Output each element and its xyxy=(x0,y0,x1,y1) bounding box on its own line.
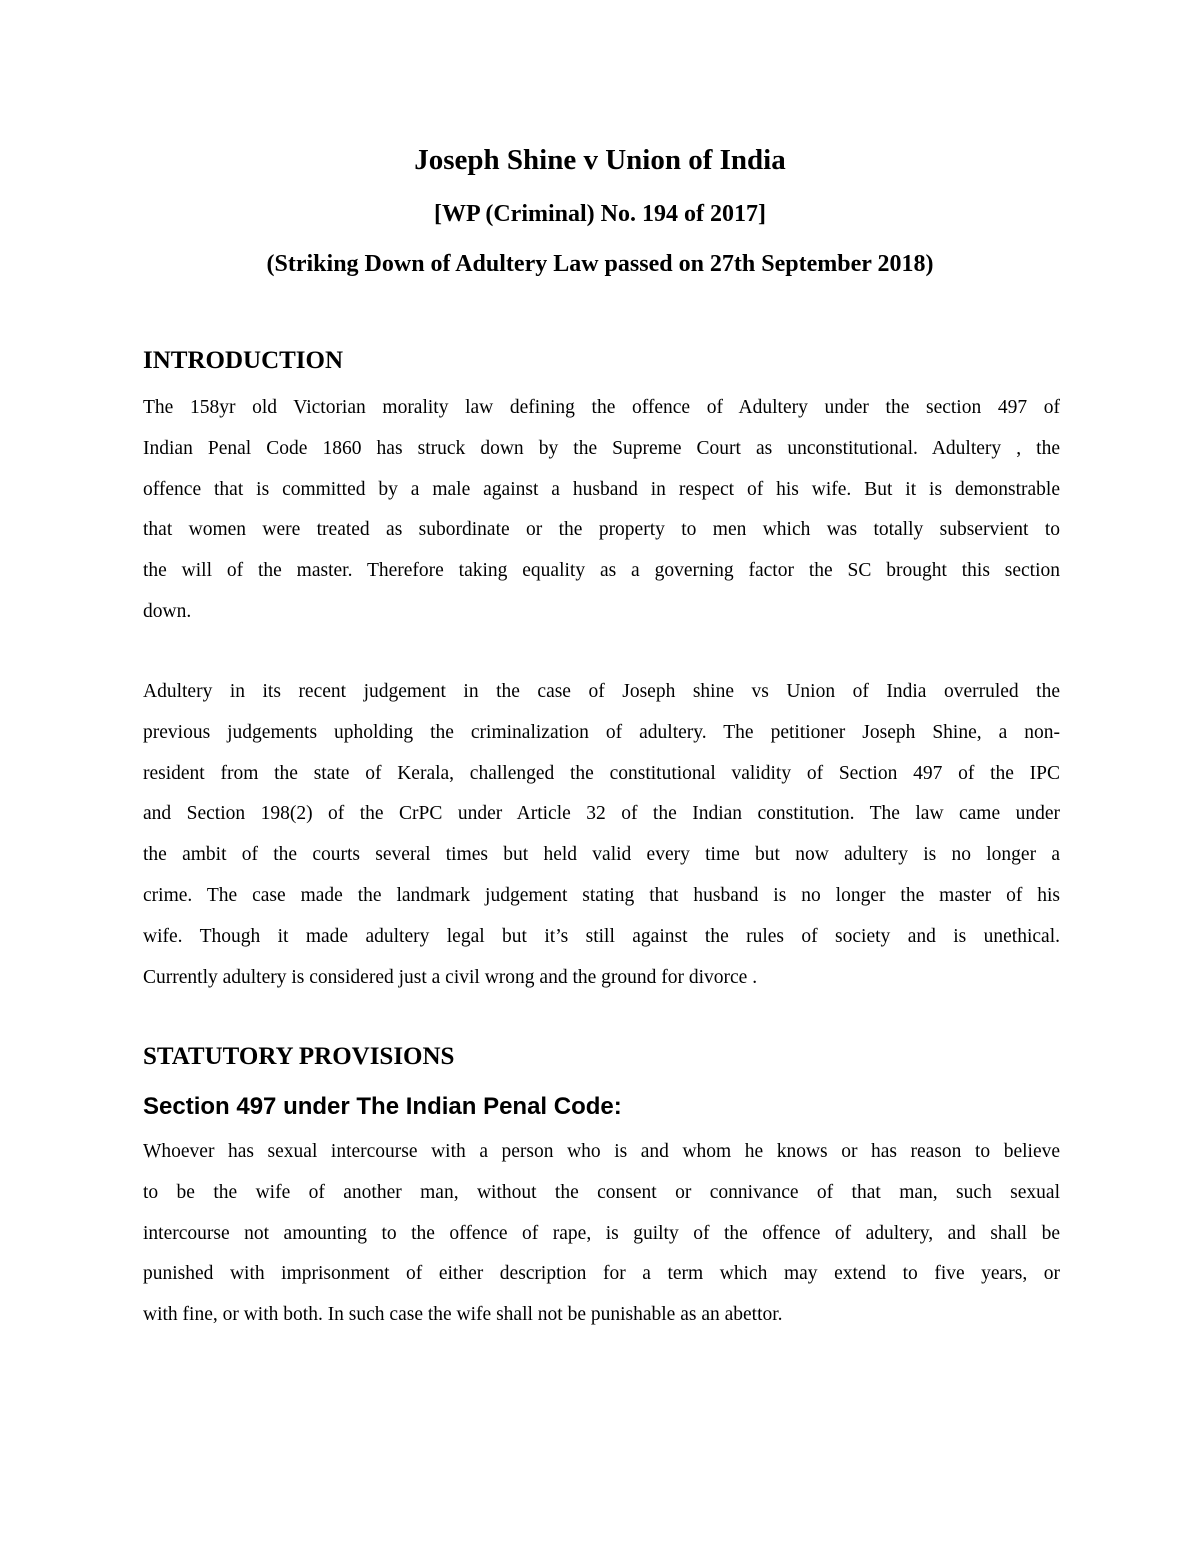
paragraph-line: Adultery in its recent judgement in the case of Joseph shine vs Union of India overruled the xyxy=(143,681,1060,702)
introduction-heading: INTRODUCTION xyxy=(143,347,344,374)
paragraph-line: Indian Penal Code 1860 has struck down by the Supreme Court as unconstitutional. Adultery , the xyxy=(143,437,1060,459)
section-497-subheading: Section 497 under The Indian Penal Code: xyxy=(143,1093,622,1120)
statutory-provisions-heading: STATUTORY PROVISIONS xyxy=(143,1043,455,1070)
paragraph-line: crime. The case made the landmark judgement stating that husband is no longer the master of his xyxy=(143,884,1060,906)
paragraph-line: intercourse not amounting to the offence of rape, is guilty of the offence of adultery, and shall be xyxy=(143,1222,1060,1244)
paragraph-line: offence that is committed by a male against a husband in respect of his wife. But it is demonstrable xyxy=(143,478,1060,500)
paragraph-line: wife. Though it made adultery legal but it’s still against the rules of society and is unethical. xyxy=(143,925,1060,947)
paragraph-line: punished with imprisonment of either description for a term which may extend to five years, or xyxy=(143,1263,1060,1285)
paragraph-line: The 158yr old Victorian morality law defining the offence of Adultery under the section 497 of xyxy=(143,397,1060,418)
document-title: Joseph Shine v Union of India xyxy=(414,144,786,176)
paragraph-line: to be the wife of another man, without the consent or connivance of that man, such sexual xyxy=(143,1181,1060,1203)
document-subtitle: (Striking Down of Adultery Law passed on 27th September 2018) xyxy=(266,251,934,277)
introduction-paragraph-2 xyxy=(143,672,1060,998)
paragraph-line: down. xyxy=(143,600,192,622)
paragraph-line: resident from the state of Kerala, challenged the constitutional validity of Section 497 of the IPC xyxy=(143,762,1060,784)
paragraph-line: Currently adultery is considered just a civil wrong and the ground for divorce . xyxy=(143,966,758,988)
paragraph-line: the will of the master. Therefore taking equality as a governing factor the SC brought this section xyxy=(143,560,1060,582)
paragraph-line: with fine, or with both. In such case the wife shall not be punishable as an abettor. xyxy=(143,1304,783,1326)
case-number: [WP (Criminal) No. 194 of 2017] xyxy=(434,201,766,227)
paragraph-line: previous judgements upholding the criminalization of adultery. The petitioner Joseph Shine, a non- xyxy=(143,721,1060,743)
paragraph-line: Whoever has sexual intercourse with a person who is and whom he knows or has reason to believe xyxy=(143,1141,1060,1162)
introduction-paragraph-1 xyxy=(143,388,1060,633)
paragraph-line: the ambit of the courts several times but held valid every time but now adultery is no longer a xyxy=(143,844,1060,866)
section-497-paragraph xyxy=(143,1132,1060,1336)
paragraph-line: that women were treated as subordinate or the property to men which was totally subservient to xyxy=(143,519,1060,541)
paragraph-line: and Section 198(2) of the CrPC under Article 32 of the Indian constitution. The law came under xyxy=(143,803,1060,825)
